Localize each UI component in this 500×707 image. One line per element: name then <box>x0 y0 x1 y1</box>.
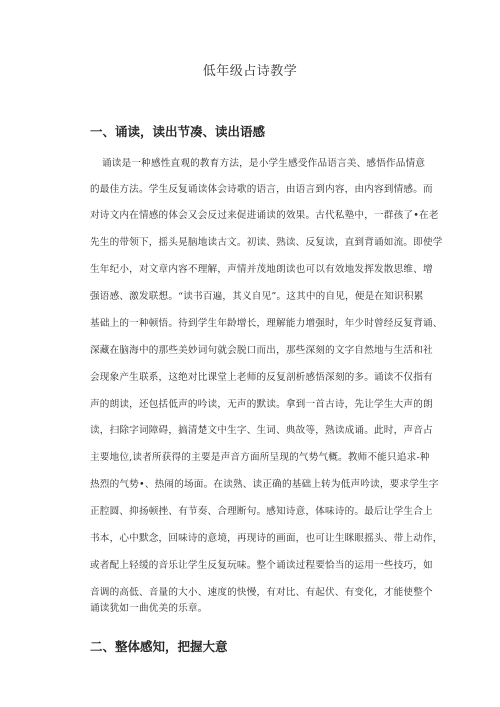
paragraph-line: 正腔圆、抑扬顿挫、有节奏、合理断句。感知诗意，体味诗的。最后让学生合上 <box>90 506 433 517</box>
paragraph-line: 对诗文内在情感的体会又会反过来促进诵读的效果。古代私塾中，一群孩了•在老 <box>90 210 439 221</box>
paragraph-line: 诵读犹如一曲优美的乐章。 <box>90 603 208 614</box>
section-heading-1: 一、诵读，读出节凑、读出语感 <box>90 124 266 139</box>
paragraph-line: 诵读是一种感性直观的教育方法，是小学生感受作品语言美、感悟作品情意 <box>102 158 426 169</box>
paragraph-line: 主要地位,读者所获得的主要是声音方面所呈现的气势气概。教师不能只追求-种 <box>90 452 430 463</box>
paragraph-line: 的最佳方法。学生反复诵读体会诗歌的语言，由语言到内容，由内容到情感。而 <box>90 184 433 195</box>
paragraph-line: 读，扫除字词障碍，搞清楚文中生字、生词、典故等，熟读成诵。此时，声音占 <box>90 425 433 436</box>
paragraph-line: 书本，心中默念，回味诗的意境，再现诗的画面，也可让生眯眼摇头、带上动作， <box>90 533 443 544</box>
paragraph-line: 热烈的气势•、热闹的场面。在读熟、读正确的基础上转为低声吟读，要求学生字 <box>90 479 439 490</box>
paragraph-line: 强语感、激发联想。“读书百遍，其义自见”。这其中的自见，便是在知识积累 <box>90 291 424 302</box>
section-heading-2: 二、整体感知，把握大意 <box>90 639 228 654</box>
paragraph-line: 生年纪小，对文章内容不理解，声情并茂地朗读也可以有效地发挥发散思维、增 <box>90 264 433 275</box>
paragraph-line: 深藏在脑海中的那些美妙词句就会脱口而出，那些深刻的文字自然地与生活和社 <box>90 345 433 356</box>
paragraph-line: 会现象产生联系，这绝对比课堂上老师的反复剖析感悟深刻的多。诵读不仅指有 <box>90 372 433 383</box>
paragraph-line: 声的朗读，还包括低声的吟读，无声的默读。拿到一首古诗，先让学生大声的朗 <box>90 399 433 410</box>
document-title: 低年级占诗教学 <box>202 64 298 79</box>
paragraph-line: 或者配上轻缓的音乐让学生反复玩味。整个诵读过程要恰当的运用一些技巧，如 <box>90 560 433 571</box>
paragraph-line: 先生的带领下，摇头晃脑地读古文。初读、熟读、反复读，直到背诵如流。即使学 <box>90 237 443 248</box>
paragraph-line: 音调的高低、音量的大小、速度的快慢，有对比、有起伏、有变化，才能使整个 <box>90 587 433 598</box>
paragraph-line: 基础上的一种顿悟。待到学生年龄增长，理解能力增强时，年少时曾经反复背诵、 <box>90 318 443 329</box>
